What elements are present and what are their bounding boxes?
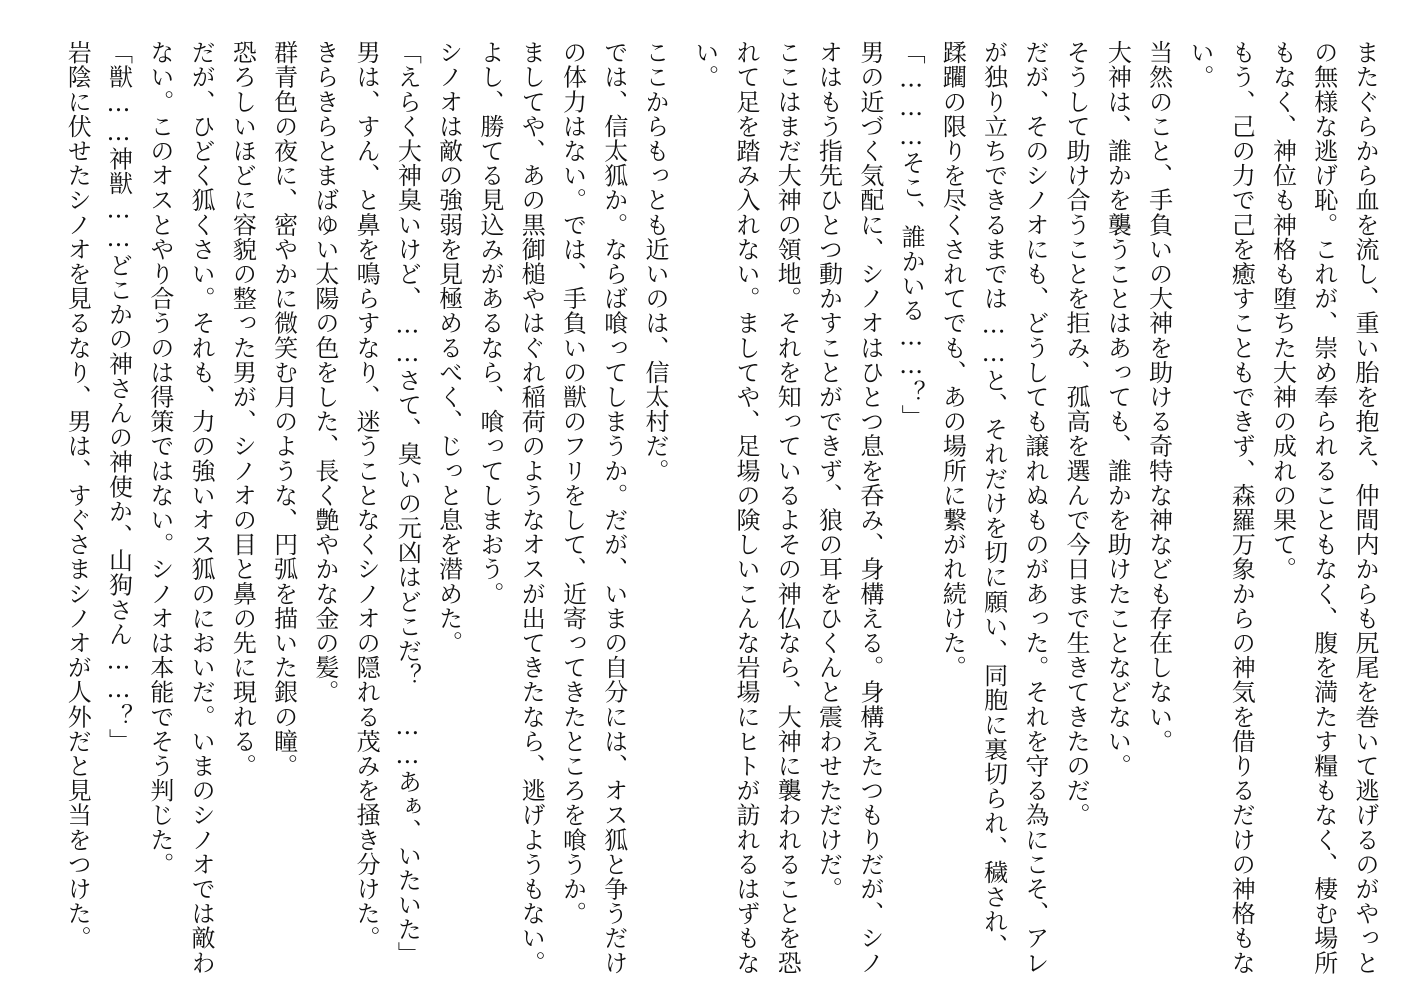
paragraph: だが、ひどく狐くさい。それも、力の強いオス狐のにおいだ。いまのシノオでは敵わない。このオスとやり合うのは得策ではない。シノオは本能でそう判じた。 (145, 40, 216, 975)
paragraph: 岩陰に伏せたシノオを見るなり、男は、すぐさまシノオが人外だと見当をつけた。 (63, 40, 92, 951)
right-page (690, 40, 1385, 975)
paragraph: ここはまだ大神の領地。それを知っているよその神仏なら、大神に襲われることを恐れて足を踏み入れない。ましてや、足場の険しいこんな岩場にヒトが訪れるはずもない。 (690, 40, 802, 975)
paragraph: よし、勝てる見込みがあるなら、喰ってしまおう。 (475, 40, 504, 606)
left-page-text (56, 40, 675, 975)
dialogue-line: 「獣……神獣……どこかの神さんの神使か、山狗さん……？」 (104, 40, 133, 753)
dialogue-line: 「………そこ、誰かいる……？」 (897, 40, 926, 429)
paragraph: 男の近づく気配に、シノオはひとつ息を呑み、身構える。身構えたつもりだが、シノオはもう指先ひとつ動かすことができず、狼の耳をひくんと震わせただけだ。 (814, 40, 884, 975)
paragraph: シノオは敵の強弱を見極めるべく、じっと息を潜めた。 (434, 40, 463, 655)
paragraph: きらきらとまばゆい太陽の色をした、長く艶やかな金の髪。 (310, 40, 339, 705)
paragraph: では、信太狐か。ならば喰ってしまうか。だが、いまの自分には、オス狐と争うだけの体力はない。では、手負いの獣のフリをして、近寄ってきたところを喰うか。 (558, 40, 628, 975)
paragraph: もう、己の力で己を癒すこともできず、森羅万象からの神気を借りるだけの神格もない。 (1185, 40, 1256, 975)
paragraph: ましてや、あの黒御槌やはぐれ稲荷のようなオスが出てきたなら、逃げようもない。 (517, 40, 546, 975)
paragraph: 当然のこと、手負いの大神を助ける奇特な神なども存在しない。 (1144, 40, 1173, 754)
paragraph: 恐ろしいほどに容貌の整った男が、シノオの目と鼻の先に現れる。 (228, 40, 257, 778)
paragraph: 男は、すん、と鼻を鳴らすなり、迷うことなくシノオの隠れる茂みを掻き分けた。 (352, 40, 381, 951)
paragraph: またぐらから血を流し、重い胎を抱え、仲間内からも尻尾を巻いて逃げるのがやっとの無様な逃げ恥。これが、崇め奉られることもなく、腹を満たす糧もなく、棲む場所もなく、神位も神格も堕ちた大神の成れの果て。 (1268, 40, 1379, 975)
paragraph: だが、そのシノオにも、どうしても譲れぬものがあった。それを守る為にこそ、アレが独り立ちできるまでは……と、それだけを切に願い、同胞に裏切られ、穢され、蹂躙の限りを尽くされてでも、あの場所に繋がれ続けた。 (938, 40, 1049, 975)
paragraph: 大神は、誰かを襲うことはあっても、誰かを助けたことなどない。 (1103, 40, 1132, 778)
paragraph: 群青色の夜に、密やかに微笑む月のような、円弧を描いた銀の瞳。 (269, 40, 298, 778)
right-page-text (683, 40, 1385, 975)
dialogue-line: 「えらく大神臭いけど、……さて、臭いの元凶はどこだ？ ……あぁ、いたいた」 (393, 40, 422, 967)
paragraph: ここからもっとも近いのは、信太村だ。 (641, 40, 669, 483)
left-page (55, 40, 675, 975)
paragraph: そうして助け合うことを拒み、孤高を選んで今日まで生きてきたのだ。 (1062, 40, 1091, 828)
